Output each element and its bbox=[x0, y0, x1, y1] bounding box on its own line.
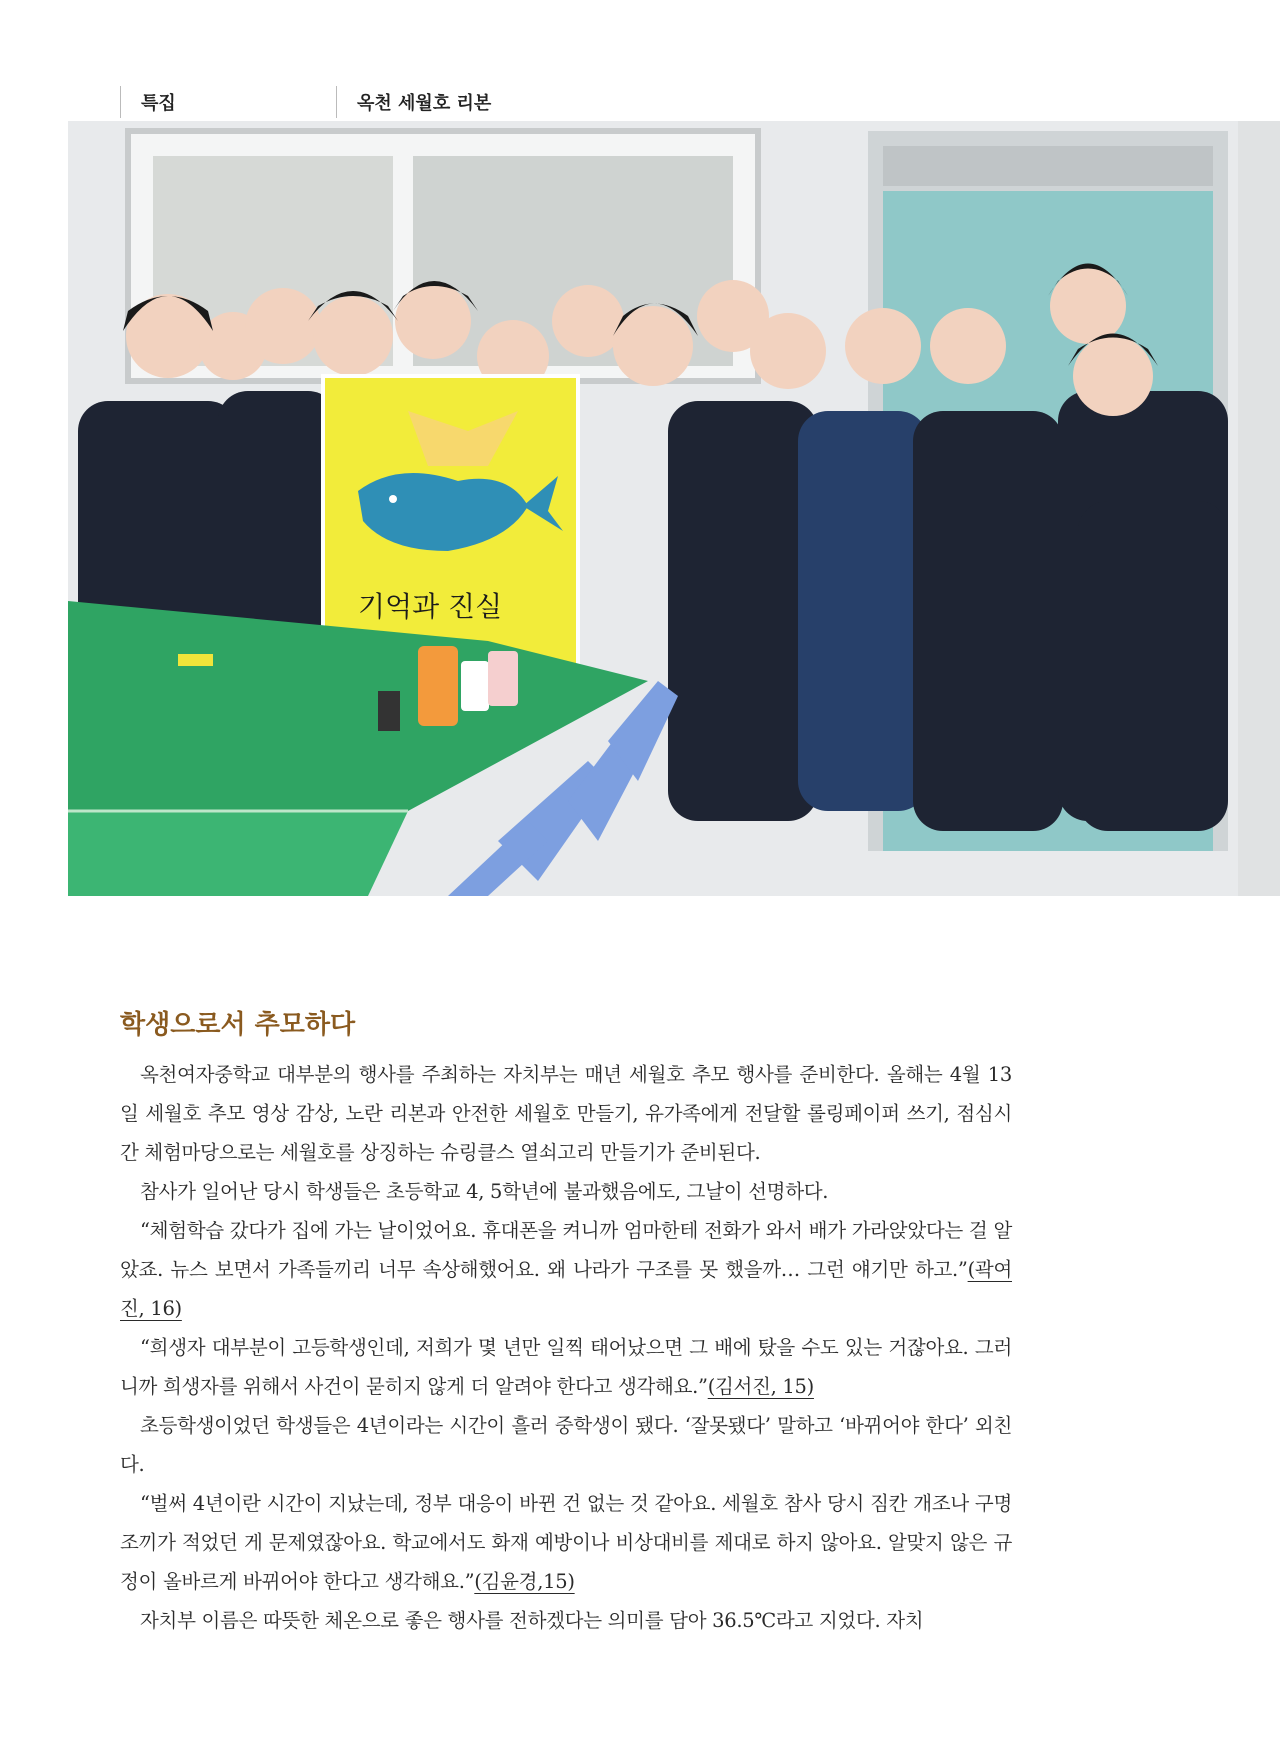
paragraph-text: 초등학생이었던 학생들은 4년이라는 시간이 흘러 중학생이 됐다. ‘잘못됐다’ 말하고 ‘바뀌어야 한다’ 외친다. bbox=[120, 1414, 1012, 1476]
group-photo bbox=[68, 121, 1280, 896]
article-paragraph bbox=[120, 1172, 1012, 1211]
article-paragraph bbox=[120, 1406, 1012, 1484]
article-paragraph bbox=[120, 1601, 1012, 1640]
paragraph-text: “체험학습 갔다가 집에 가는 날이었어요. 휴대폰을 켜니까 엄마한테 전화가 와서 배가 가라앉았다는 걸 알았죠. 뉴스 보면서 가족들끼리 너무 속상해했어요. 왜 나라가 구조를 못 했을까… 그런 얘기만 하고.” bbox=[120, 1219, 1012, 1281]
group-photo-illustration bbox=[68, 121, 1280, 896]
paragraph-text: 참사가 일어난 당시 학생들은 초등학교 4, 5학년에 불과했음에도, 그날이 선명하다. bbox=[140, 1180, 829, 1203]
quote-attribution: (곽여진, 16) bbox=[120, 1258, 1012, 1320]
page-header bbox=[120, 84, 491, 120]
article-paragraph bbox=[120, 1211, 1012, 1328]
article-heading: 학생으로서 추모하다 bbox=[120, 1010, 356, 1040]
article-paragraph bbox=[120, 1328, 1012, 1406]
paragraph-text: 옥천여자중학교 대부분의 행사를 주최하는 자치부는 매년 세월호 추모 행사를 준비한다. 올해는 4월 13일 세월호 추모 영상 감상, 노란 리본과 안전한 세월호 만들기, 유가족에게 전달할 롤링페이퍼 쓰기, 점심시간 체험마당으로는 세월호를 상징하는 슈링클스 열쇠고리 만들기가 준비된다. bbox=[120, 1063, 1012, 1164]
topic-label: 옥천 세월호 리본 bbox=[357, 93, 492, 114]
banner-text: 기억과 진실 bbox=[358, 590, 503, 623]
article-paragraph bbox=[120, 1055, 1012, 1172]
paragraph-text: “희생자 대부분이 고등학생인데, 저희가 몇 년만 일찍 태어났으면 그 배에 탔을 수도 있는 거잖아요. 그러니까 희생자를 위해서 사건이 묻히지 않게 더 알려야 한다고 생각해요.” bbox=[120, 1336, 1012, 1398]
article-paragraph bbox=[120, 1484, 1012, 1601]
section-label: 특집 bbox=[141, 93, 176, 114]
paragraph-text: 자치부 이름은 따뜻한 체온으로 좋은 행사를 전하겠다는 의미를 담아 36.5℃라고 지었다. 자치 bbox=[140, 1609, 924, 1632]
article bbox=[120, 1004, 1012, 1640]
paragraph-text: “벌써 4년이란 시간이 지났는데, 정부 대응이 바뀐 건 없는 것 같아요. 세월호 참사 당시 짐칸 개조나 구명조끼가 적었던 게 문제였잖아요. 학교에서도 화재 예방이나 비상대비를 제대로 하지 않아요. 알맞지 않은 규정이 올바르게 바뀌어야 한다고 생각해요.” bbox=[120, 1492, 1012, 1593]
quote-attribution: (김윤경,15) bbox=[474, 1570, 575, 1593]
quote-attribution: (김서진, 15) bbox=[707, 1375, 814, 1398]
